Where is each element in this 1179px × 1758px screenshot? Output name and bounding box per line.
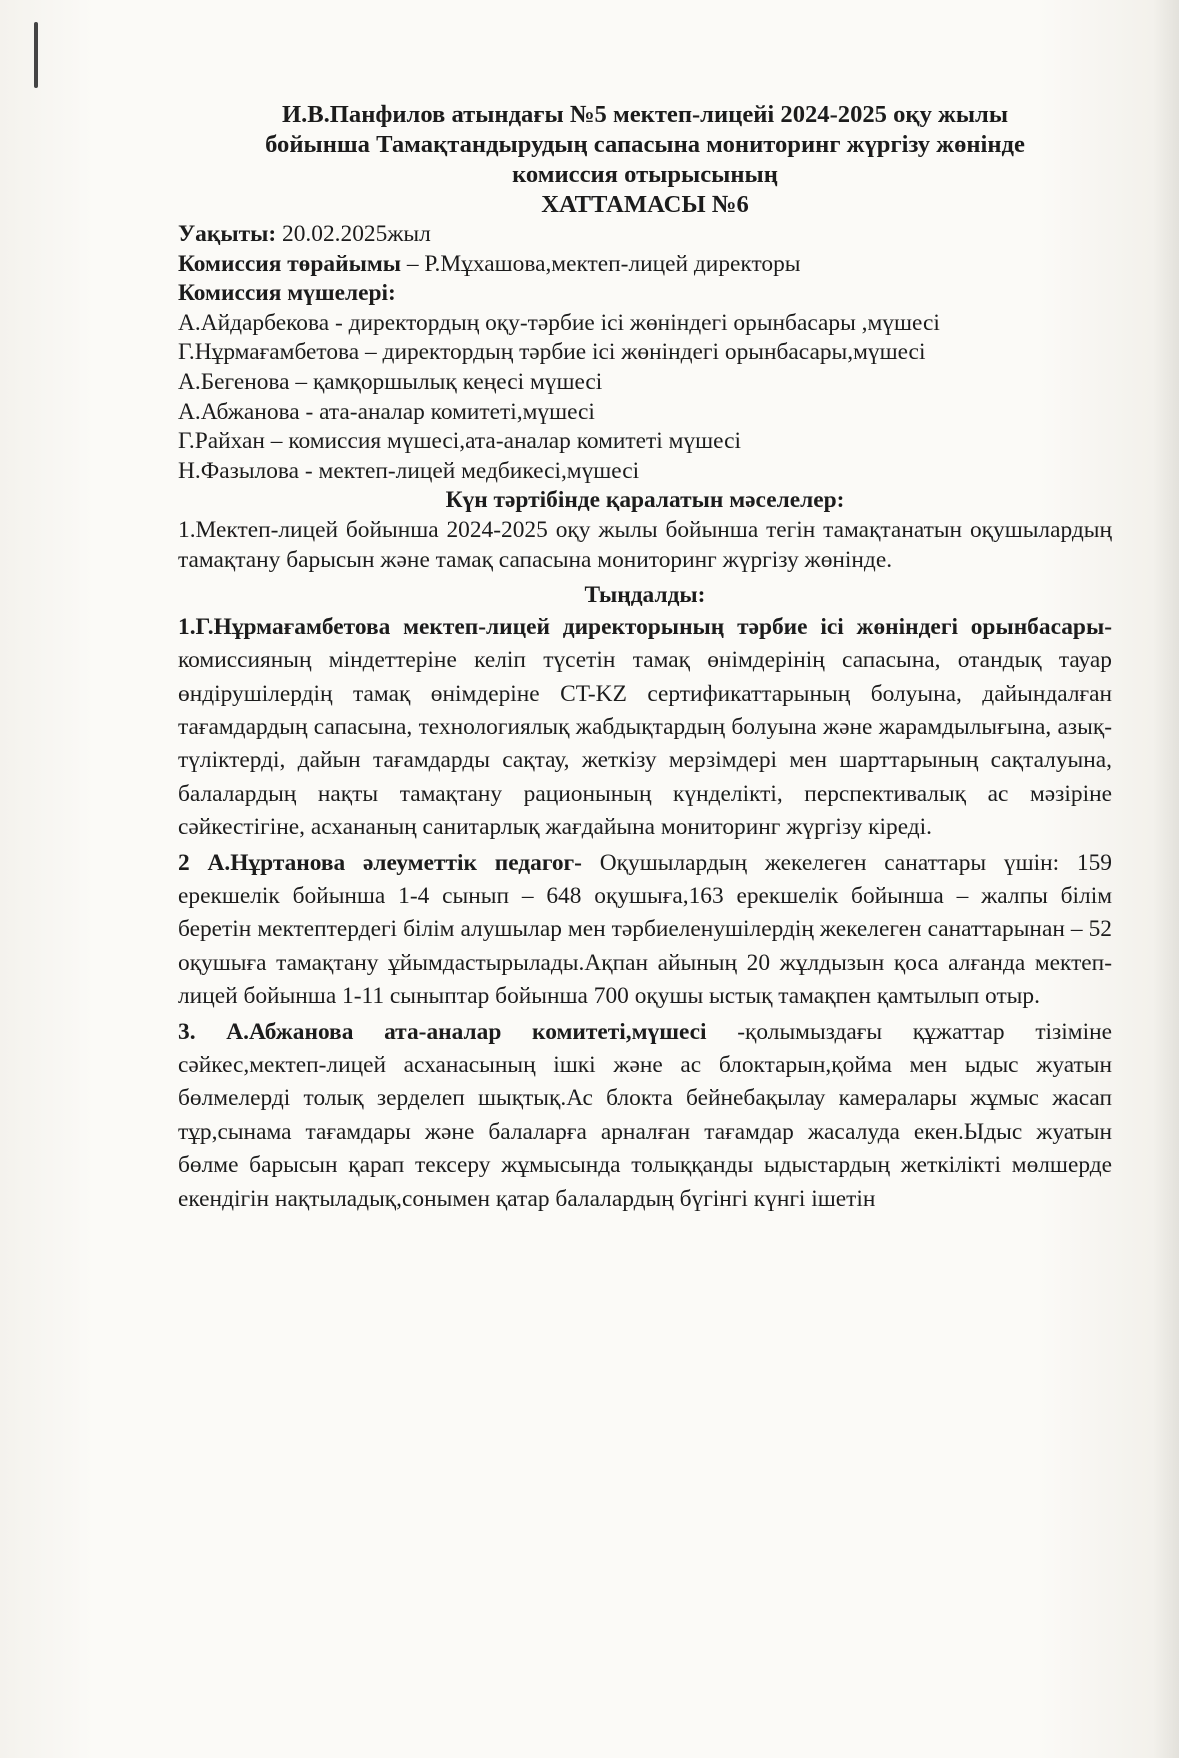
page-edge-shadow (1153, 0, 1179, 1758)
binder-mark (34, 22, 38, 88)
speaker-2-name: 2 А.Нұртанова әлеуметтік педагог- (178, 849, 582, 876)
document-title (178, 100, 1112, 220)
member-item: А.Айдарбекова - директордың оқу-тәрбие ісі жөніндегі орынбасары ,мүшесі (178, 309, 940, 336)
date-label: Уақыты: (178, 221, 277, 247)
chair-line (178, 250, 1112, 280)
date-line (178, 220, 1112, 250)
members-heading (178, 279, 1112, 309)
speaker-2-paragraph (178, 847, 1112, 1014)
member-item: Н.Фазылова - мектеп-лицей медбикесі,мүшесі (178, 457, 640, 484)
title-line-1: И.В.Панфилов атындағы №5 мектеп-лицейі 2024-2025 оқу жылы (281, 101, 1009, 128)
title-line-3: комиссия отырысының (512, 161, 778, 188)
speaker-2-text: Оқушылардың жекелеген санаттары үшін: 159 ерекшелік бойынша 1-4 сынып – 648 оқушыға,163 ерекшелік бойынша – жалпы білім беретін мектептердегі білім алушылар мен тәрбиеленушілердің жекелеген санаттарынан – 52 оқушыға тамақтану ұйымдастырылады.Ақпан айының 20 жұлдызын қоса алғанда мектеп-лицей бойынша 1-11 сыныптар бойынша 700 оқушы ыстық тамақпен қамтылып отыр. (178, 849, 1113, 1010)
speaker-1-paragraph (178, 611, 1112, 845)
speaker-3-paragraph (178, 1016, 1112, 1216)
member-item: А.Бегенова – қамқоршылық кеңесі мүшесі (178, 368, 603, 395)
member-item: Г.Райхан – комиссия мүшесі,ата-аналар комитеті мүшесі (178, 428, 741, 455)
agenda-item-1: 1.Мектеп-лицей бойынша 2024-2025 оқу жылы бойынша тегін тамақтанатын оқушылардың тамақтану барысын және тамақ сапасына мониторинг жүргізу жөнінде. (178, 516, 1112, 573)
speaker-3-name: 3. А.Абжанова ата-аналар комитеті,мүшесі (178, 1018, 707, 1045)
member-item: Г.Нұрмағамбетова – директордың тәрбие ісі жөніндегі орынбасары,мүшесі (178, 339, 926, 366)
date-value: 20.02.2025жыл (282, 221, 431, 247)
speaker-3-text: -қолымыздағы құжаттар тізіміне сәйкес,мектеп-лицей асханасының ішкі және ас блоктарын,қойма мен ыдыс жуатын бөлмелерді толық зерделеп шықтық.Ас блокта бейнебақылау камералары жұмыс жасап тұр,сынама тағамдары және балаларға арналған тағамдар жасалуда екен.Ыдыс жуатын бөлме барысын қарап тексеру жұмысында толыққанды ыдыстардың жеткілікті мөлшерде екендігін нақтыладық,сонымен қатар балалардың бүгінгі күнгі ішетін (178, 1018, 1112, 1212)
agenda-heading: Күн тәртібінде қаралатын мәселелер: (445, 487, 845, 514)
document-body (178, 100, 1112, 1216)
members-label: Комиссия мүшелері: (178, 280, 396, 307)
title-line-4: ХАТТАМАСЫ №6 (541, 191, 749, 218)
speaker-1-text: комиссияның міндеттеріне келіп түсетін тамақ өнімдерінің сапасына, отандық тауар өндірушілердің тамақ өнімдеріне CT-KZ сертификаттарының болуына, дайындалған тағамдардың сапасына, технологиялық жабдықтардың болуына және жарамдылығына, азық-түліктерді, дайын тағамдарды сақтау, жеткізу мерзімдері мен шарттарының сақталуына, балалардың нақты тамақтану рационының күнделікті, перспективалық ас мәзіріне сәйкестігіне, асхананың санитарлық жағдайына мониторинг жүргізу кіреді. (178, 647, 1112, 841)
members-list (178, 309, 1112, 487)
member-item: А.Абжанова - ата-аналар комитеті,мүшесі (178, 398, 595, 425)
title-line-2: бойынша Тамақтандырудың сапасына мониторинг жүргізу жөнінде (265, 131, 1025, 158)
heard-heading: Тыңдалды: (584, 582, 706, 609)
chair-label: Комиссия төрайымы (178, 250, 402, 277)
speaker-1-name: 1.Г.Нұрмағамбетова мектеп-лицей директорының тәрбие ісі жөніндегі орынбасары- (178, 613, 1112, 640)
chair-value: – Р.Мұхашова,мектеп-лицей директоры (406, 250, 801, 277)
